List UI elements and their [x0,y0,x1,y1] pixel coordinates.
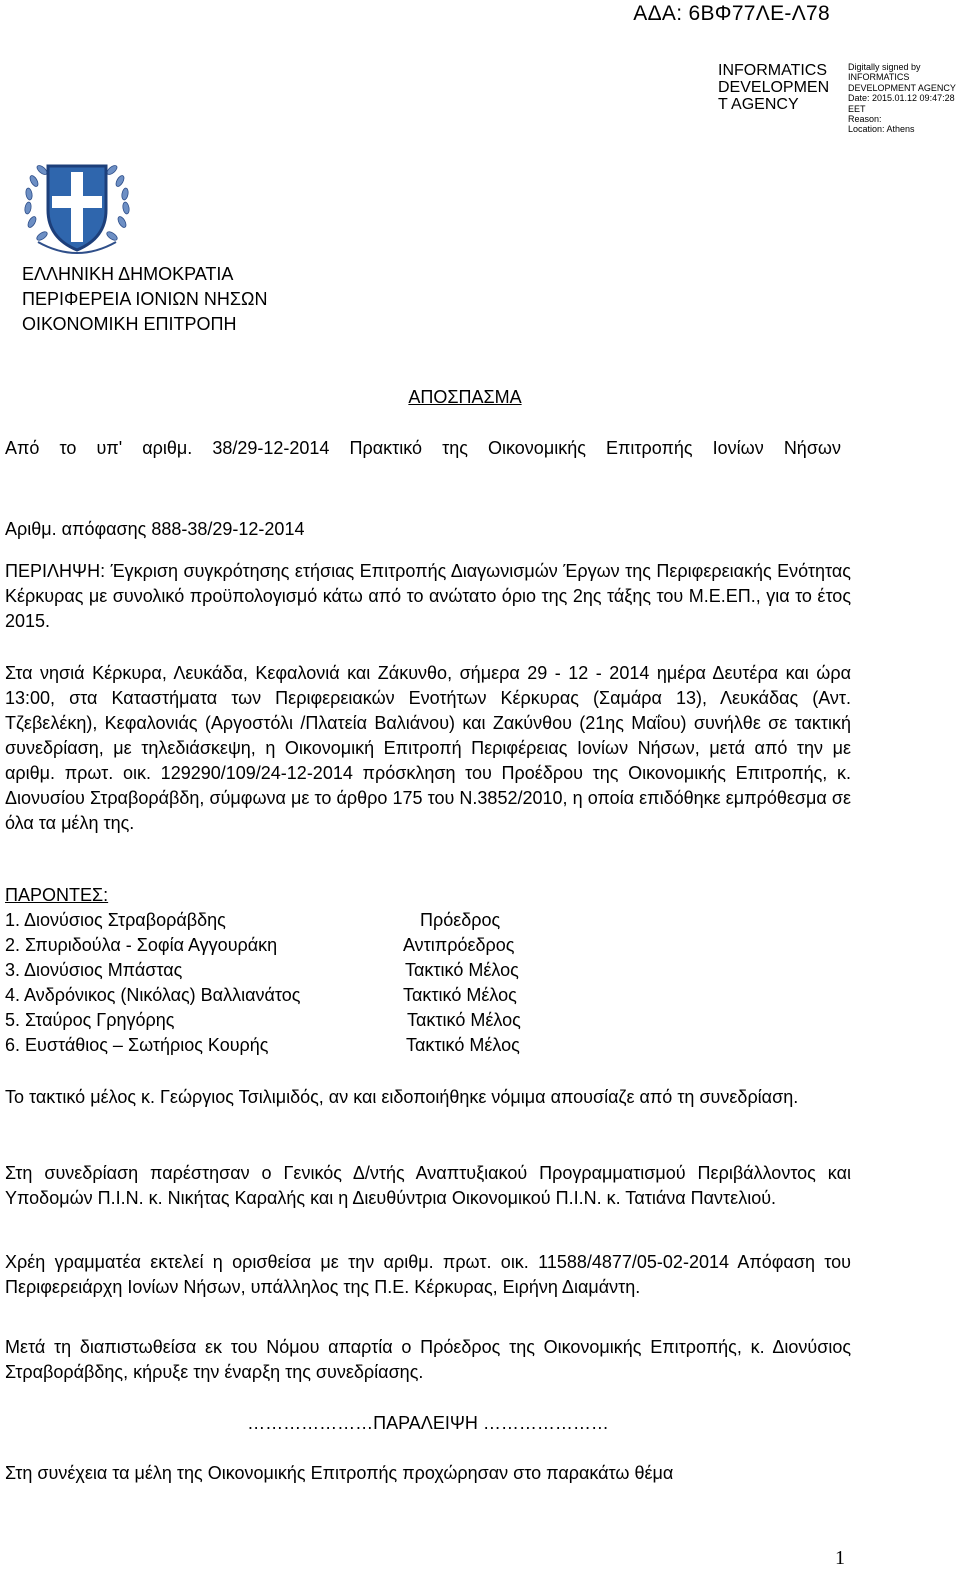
member-name: 5. Σταύρος Γρηγόρης [5,1010,175,1030]
summary-paragraph [5,559,851,634]
signature-line: Digitally signed by [848,62,921,72]
member-role: Πρόεδρος [420,910,501,930]
signature-line: Location: Athens [848,124,915,135]
absent-note: Το τακτικό μέλος κ. Γεώργιος Τσιλιμιδός, αν και ειδοποιήθηκε νόμιμα απουσίαζε από τη συνεδρίαση. [5,1087,799,1107]
member-row [5,1033,851,1058]
member-row [5,933,851,958]
signer-name-line: DEVELOPMEN [718,79,830,96]
org-line-committee: ΟΙΚΟΝΟΜΙΚΗ ΕΠΙΤΡΟΠΗ [22,314,237,334]
signer-name [718,62,843,113]
member-name: 3. Διονύσιος Μπάστας [5,960,183,980]
signer-name-line: INFORMATICS [718,62,828,79]
signature-line: Date: 2015.01.12 09:47:28 [848,93,955,104]
org-line-region: ΠΕΡΙΦΕΡΕΙΑ ΙΟΝΙΩΝ ΝΗΣΩΝ [22,289,268,309]
ada-code: ΑΔΑ: 6ΒΦ77ΛΕ-Λ78 [633,2,830,25]
minutes-reference-text: Από το υπ' αριθμ. 38/29-12-2014 Πρακτικό της Οικονομικής Επιτροπής Ιονίων Νήσων [5,438,841,458]
member-row [5,983,851,1008]
present-members [5,883,851,1058]
member-row [5,908,851,933]
member-name: 2. Σπυριδούλα - Σοφία Αγγουράκη [5,935,278,955]
omission-marker: …………………ΠΑΡΑΛΕΙΨΗ ………………… [247,1413,609,1433]
member-name: 1. Διονύσιος Στραβοράβδης [5,910,226,930]
org-line-republic: ΕΛΛΗΝΙΚΗ ΔΗΜΟΚΡΑΤΙΑ [22,264,234,284]
continuation-text: Στη συνέχεια τα μέλη της Οικονομικής Επιτροπής προχώρησαν στο παρακάτω θέμα [5,1463,674,1483]
signature-line: DEVELOPMENT AGENCY [848,82,956,93]
secretary-paragraph: Χρέη γραμματέα εκτελεί η ορισθείσα με την αριθμ. πρωτ. οικ. 11588/4877/05-02-2014 Απόφαση του Περιφερειάρχη Ιονίων Νήσων, υπάλληλος της Π.Ε. Κέρκυρας, Ειρήνη Διαμάντη. [5,1252,851,1297]
decision-number: Αριθμ. απόφασης 888-38/29-12-2014 [5,519,305,539]
member-row [5,1008,851,1033]
document-title: ΑΠΟΣΠΑΣΜΑ [408,387,522,407]
page-number: 1 [835,1547,845,1569]
organization-header [22,262,267,337]
member-role: Τακτικό Μέλος [406,1035,520,1055]
signature-line: INFORMATICS [848,72,910,83]
attendees-paragraph: Στη συνεδρίαση παρέστησαν ο Γενικός Δ/ντής Αναπτυξιακού Προγραμματισμού Περιβάλλοντος και Υποδομών Π.Ι.Ν. κ. Νικήτας Καραλής και η Διευθύντρια Οικονομικού Π.Ι.Ν. κ. Τατιάνα Παντελιού. [5,1163,851,1208]
minutes-reference [5,436,841,461]
coat-of-arms-icon [18,152,136,260]
member-role: Τακτικό Μέλος [403,985,517,1005]
member-role: Τακτικό Μέλος [407,1010,521,1030]
summary-text: Έγκριση συγκρότησης ετήσιας Επιτροπής Διαγωνισμών Έργων της Περιφερειακής Ενότητας Κέρκυρας με συνολικό προϋπολογισμό κάτω από το ανώτατο όριο της 2ης τάξης του Μ.Ε.ΕΠ., για το έτος 2015. [5,561,851,631]
summary-label: ΠΕΡΙΛΗΨΗ: [5,561,106,581]
member-name: 4. Ανδρόνικος (Νικόλας) Βαλλιανάτος [5,985,301,1005]
signature-line: Reason: [848,114,882,125]
member-role: Τακτικό Μέλος [405,960,519,980]
signature-line: EET [848,103,866,114]
member-row [5,958,851,983]
present-label: ΠΑΡΟΝΤΕΣ: [5,885,109,905]
member-role: Αντιπρόεδρος [403,935,515,955]
member-name: 6. Ευστάθιος – Σωτήριος Κουρής [5,1035,269,1055]
coat-of-arms-emblem [18,152,136,260]
quorum-paragraph: Μετά τη διαπιστωθείσα εκ του Νόμου απαρτία ο Πρόεδρος της Οικονομικής Επιτροπής, κ. Διονύσιος Στραβοράβδης, κήρυξε την έναρξη της συνεδρίασης. [5,1337,851,1382]
signer-name-line: T AGENCY [718,96,799,113]
intro-paragraph: Στα νησιά Κέρκυρα, Λευκάδα, Κεφαλονιά και Ζάκυνθο, σήμερα 29 - 12 - 2014 ημέρα Δευτέρα και ώρα 13:00, στα Καταστήματα των Περιφερειακών Ενοτήτων Κέρκυρας (Σαμάρα 13), Λευκάδας (Αντ. Τζεβελέκη), Κεφαλονιάς (Αργοστόλι /Πλατεία Βαλιάνου) και Ζακύνθου (21ης Μαΐου) συνήλθε σε τακτική συνεδρίαση, με τηλεδιάσκεψη, η Οικονομική Επιτροπή Περιφέρειας Ιονίων Νήσων, μετά από την με αριθμ. πρωτ. οικ. 129290/109/24-12-2014 πρόσκληση του Προέδρου της Οικονομικής Επιτροπής, κ. Διονυσίου Στραβοράβδη, σύμφωνα με το άρθρο 175 του Ν.3852/2010, η οποία επιδόθηκε εμπρόθεσμα σε όλα τα μέλη της. [5,663,851,833]
digital-signature-details [848,62,960,135]
